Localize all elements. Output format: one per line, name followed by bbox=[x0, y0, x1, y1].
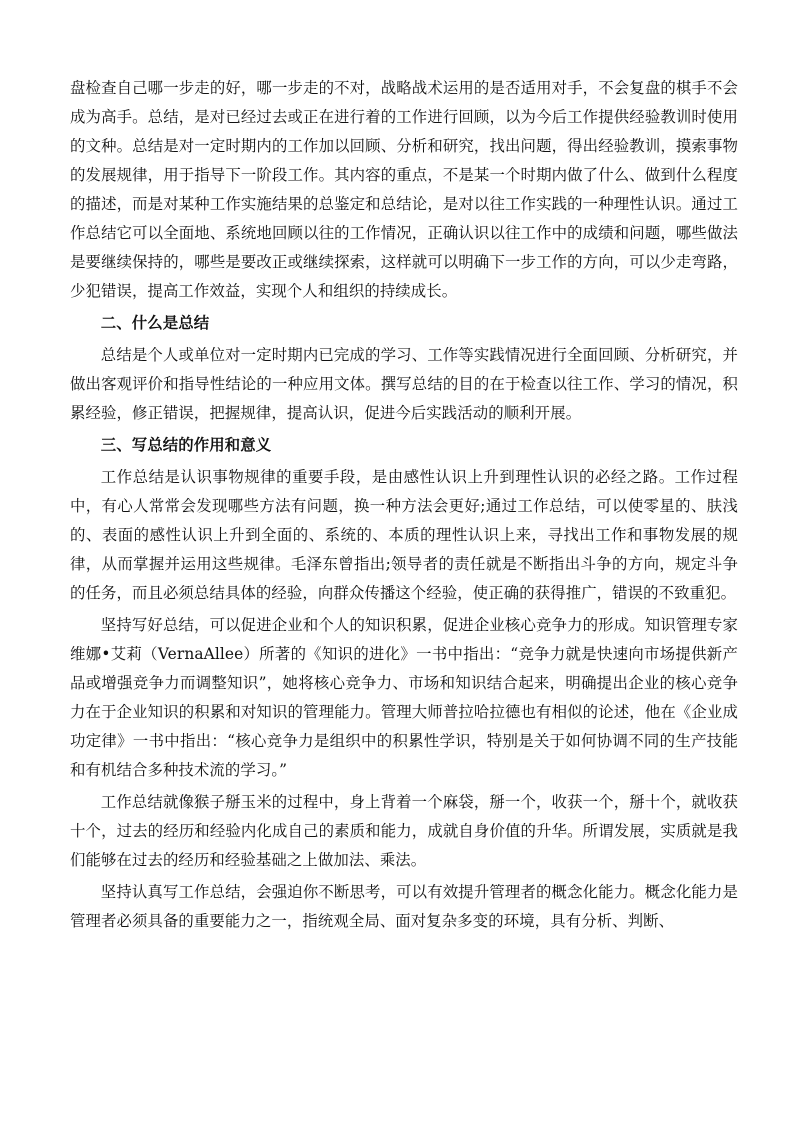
paragraph-2: 总结是个人或单位对一定时期内已完成的学习、工作等实践情况进行全面回顾、分析研究，并做出客观评价和指导性结论的一种应用文体。撰写总结的目的在于检查以往工作、学习的情况，积累经验，修正错误，把握规律，提高认识，促进今后实践活动的顺利开展。 bbox=[70, 346, 738, 422]
paragraph-3: 工作总结是认识事物规律的重要手段，是由感性认识上升到理性认识的必经之路。工作过程中，有心人常常会发现哪些方法有问题，换一种方法会更好;通过工作总结，可以使零星的、肤浅的、表面的感性认识上升到全面的、系统的、本质的理性认识上来，寻找出工作和事物发展的规律，从而掌握并运用这些规律。毛泽东曾指出;领导者的责任就是不断指出斗争的方向，规定斗争的任务，而且必须总结具体的经验，向群众传播这个经验，使正确的获得推广，错误的不致重犯。 bbox=[70, 468, 738, 602]
paragraph-5: 工作总结就像猴子掰玉米的过程中，身上背着一个麻袋，掰一个，收获一个，掰十个，就收获十个，过去的经历和经验内化成自己的素质和能力，成就自身价值的升华。所谓发展，实质就是我们能够在过去的经历和经验基础之上做加法、乘法。 bbox=[70, 793, 738, 869]
paragraph-1: 盘检查自己哪一步走的好，哪一步走的不对，战略战术运用的是否适用对手，不会复盘的棋手不会成为高手。总结，是对已经过去或正在进行着的工作进行回顾，以为今后工作提供经验教训时使用的文种。总结是对一定时期内的工作加以回顾、分析和研究，找出问题，得出经验教训，摸索事物的发展规律，用于指导下一阶段工作。其内容的重点，不是某一个时期内做了什么、做到什么程度的描述，而是对某种工作实施结果的总鉴定和总结论，是对以往工作实践的一种理性认识。通过工作总结它可以全面地、系统地回顾以往的工作情况，正确认识以往工作中的成绩和问题，哪些做法是要继续保持的，哪些是要改正或继续探索，这样就可以明确下一步工作的方向，可以少走弯路，少犯错误，提高工作效益，实现个人和组织的持续成长。 bbox=[70, 79, 738, 300]
document-page bbox=[70, 74, 738, 939]
section-heading-3: 三、写总结的作用和意义 bbox=[100, 436, 272, 454]
paragraph-6: 坚持认真写工作总结，会强迫你不断思考，可以有效提升管理者的概念化能力。概念化能力是管理者必须具备的重要能力之一，指统观全局、面对复杂多变的环境，具有分析、判断、 bbox=[70, 883, 738, 930]
paragraph-4: 坚持写好总结，可以促进企业和个人的知识积累，促进企业核心竞争力的形成。知识管理专家维娜•艾莉（VernaAllee）所著的《知识的进化》一书中指出：“竞争力就是快速向市场提供新产品或增强竞争力而调整知识”，她将核心竞争力、市场和知识结合起来，明确提出企业的核心竞争力在于企业知识的积累和对知识的管理能力。管理大师普拉哈拉德也有相似的论述，他在《企业成功定律》一书中指出：“核心竞争力是组织中的积累性学识，特别是关于如何协调不同的生产技能和有机结合多种技术流的学习。” bbox=[70, 616, 738, 779]
section-heading-2: 二、什么是总结 bbox=[100, 314, 210, 332]
